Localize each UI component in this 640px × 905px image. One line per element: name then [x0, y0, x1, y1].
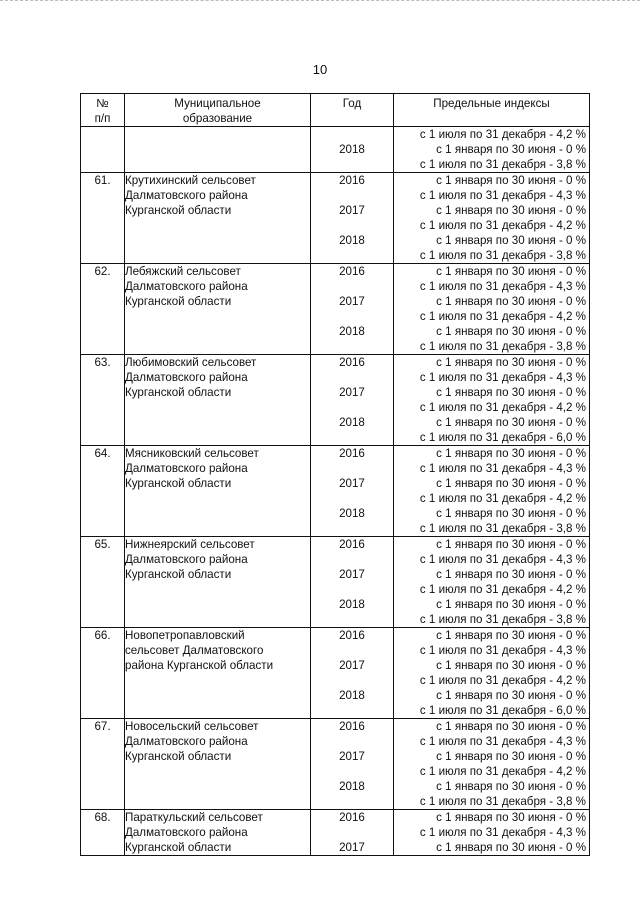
- year-value: 2018: [339, 234, 365, 247]
- year-value: [311, 127, 393, 142]
- municipality-name-line: Далматовского района: [125, 553, 248, 566]
- municipality-name-line: Далматовского района: [125, 735, 248, 748]
- municipality-name-line: Лебяжский сельсовет: [125, 265, 241, 278]
- year-value: [311, 188, 393, 203]
- row-number: 64.: [81, 446, 125, 537]
- municipality-cell: [125, 719, 311, 810]
- municipality-name-line: района Курганской области: [125, 659, 274, 672]
- year-cell: [311, 446, 394, 537]
- index-line: с 1 января по 30 июня - 0 %: [436, 780, 586, 793]
- year-value: 2017: [339, 295, 365, 308]
- table-row: [81, 537, 590, 628]
- table-row: [81, 446, 590, 537]
- municipality-name-line: [125, 157, 310, 172]
- index-line: с 1 июля по 31 декабря - 4,2 %: [419, 674, 586, 687]
- municipality-name-line: Курганской области: [125, 204, 232, 217]
- municipality-name-line: Курганской области: [125, 386, 232, 399]
- year-value: 2017: [339, 477, 365, 490]
- row-number: 63.: [81, 355, 125, 446]
- index-line: с 1 июля по 31 декабря - 4,2 %: [419, 128, 586, 141]
- year-value: [311, 370, 393, 385]
- index-line: с 1 января по 30 июня - 0 %: [436, 325, 586, 338]
- index-line: с 1 июля по 31 декабря - 4,3 %: [419, 462, 586, 475]
- index-line: с 1 июля по 31 декабря - 4,3 %: [419, 826, 586, 839]
- header-number-line2: п/п: [94, 112, 111, 125]
- municipality-name-line: [125, 127, 310, 142]
- scan-edge: [0, 0, 640, 15]
- year-value: 2017: [339, 750, 365, 763]
- index-line: с 1 января по 30 июня - 0 %: [436, 265, 586, 278]
- page-number: 10: [312, 62, 328, 77]
- indices-cell: [394, 446, 590, 537]
- table-row: [81, 127, 590, 173]
- header-number-line1: №: [96, 97, 109, 110]
- index-line: с 1 января по 30 июня - 0 %: [436, 416, 586, 429]
- year-value: 2018: [339, 325, 365, 338]
- index-line: с 1 июля по 31 декабря - 3,8 %: [419, 249, 586, 262]
- municipality-name-line: Крутихинский сельсовет: [125, 174, 256, 187]
- index-line: с 1 января по 30 июня - 0 %: [436, 295, 586, 308]
- municipality-name-line: Мясниковский сельсовет: [125, 447, 259, 460]
- index-line: с 1 января по 30 июня - 0 %: [436, 598, 586, 611]
- year-value: 2018: [339, 143, 365, 156]
- year-cell: [311, 537, 394, 628]
- index-line: с 1 июля по 31 декабря - 3,8 %: [419, 613, 586, 626]
- index-line: с 1 июля по 31 декабря - 4,3 %: [419, 280, 586, 293]
- year-cell: [311, 264, 394, 355]
- row-number: 61.: [81, 173, 125, 264]
- municipality-cell: [125, 127, 311, 173]
- table-row: [81, 355, 590, 446]
- municipality-name-line: Далматовского района: [125, 371, 248, 384]
- index-line: с 1 июля по 31 декабря - 4,3 %: [419, 644, 586, 657]
- index-line: с 1 июля по 31 декабря - 6,0 %: [419, 431, 586, 444]
- row-number: 68.: [81, 810, 125, 856]
- row-number: 66.: [81, 628, 125, 719]
- year-value: 2018: [339, 689, 365, 702]
- municipality-cell: [125, 355, 311, 446]
- municipality-name-line: Далматовского района: [125, 280, 248, 293]
- index-line: с 1 июля по 31 декабря - 4,2 %: [419, 765, 586, 778]
- index-line: с 1 января по 30 июня - 0 %: [436, 568, 586, 581]
- municipality-cell: [125, 628, 311, 719]
- indices-cell: [394, 628, 590, 719]
- year-value: 2016: [339, 174, 365, 187]
- year-cell: [311, 127, 394, 173]
- year-value: 2018: [339, 507, 365, 520]
- year-value: 2016: [339, 265, 365, 278]
- index-line: с 1 июля по 31 декабря - 3,8 %: [419, 158, 586, 171]
- year-value: [311, 309, 393, 324]
- year-value: [311, 521, 393, 536]
- year-value: 2017: [339, 568, 365, 581]
- municipality-cell: [125, 264, 311, 355]
- year-value: [311, 461, 393, 476]
- indices-cell: [394, 810, 590, 856]
- index-line: с 1 января по 30 июня - 0 %: [436, 629, 586, 642]
- municipality-name-line: Курганской области: [125, 477, 232, 490]
- index-line: с 1 июля по 31 декабря - 4,3 %: [419, 189, 586, 202]
- index-line: с 1 января по 30 июня - 0 %: [436, 689, 586, 702]
- year-value: 2018: [339, 780, 365, 793]
- index-line: с 1 января по 30 июня - 0 %: [436, 507, 586, 520]
- municipality-name-line: Далматовского района: [125, 826, 248, 839]
- municipality-cell: [125, 810, 311, 856]
- index-line: с 1 января по 30 июня - 0 %: [436, 659, 586, 672]
- year-value: 2016: [339, 538, 365, 551]
- indices-cell: [394, 537, 590, 628]
- table-row: [81, 264, 590, 355]
- index-line: с 1 июля по 31 декабря - 4,3 %: [419, 371, 586, 384]
- header-municipality-line2: образование: [182, 112, 253, 125]
- year-value: [311, 491, 393, 506]
- year-value: 2016: [339, 629, 365, 642]
- index-line: с 1 июля по 31 декабря - 4,2 %: [419, 310, 586, 323]
- index-line: с 1 января по 30 июня - 0 %: [436, 720, 586, 733]
- table-header-row: [81, 94, 590, 127]
- header-year: Год: [311, 94, 394, 127]
- municipality-name-line: Новосельский сельсовет: [125, 720, 259, 733]
- year-value: [311, 764, 393, 779]
- year-value: 2017: [339, 204, 365, 217]
- year-value: [311, 703, 393, 718]
- index-line: с 1 января по 30 июня - 0 %: [436, 174, 586, 187]
- index-line: с 1 июля по 31 декабря - 3,8 %: [419, 522, 586, 535]
- header-municipality: [125, 94, 311, 127]
- index-line: с 1 июля по 31 декабря - 4,3 %: [419, 553, 586, 566]
- year-value: [311, 612, 393, 627]
- index-line: с 1 июля по 31 декабря - 4,2 %: [419, 219, 586, 232]
- municipality-cell: [125, 173, 311, 264]
- indices-cell: [394, 173, 590, 264]
- index-line: с 1 июля по 31 декабря - 4,2 %: [419, 492, 586, 505]
- indices-table: [80, 93, 590, 856]
- index-line: с 1 января по 30 июня - 0 %: [436, 841, 586, 854]
- indices-cell: [394, 127, 590, 173]
- year-cell: [311, 173, 394, 264]
- index-line: с 1 января по 30 июня - 0 %: [436, 477, 586, 490]
- year-value: [311, 339, 393, 354]
- header-municipality-line1: Муниципальное: [174, 97, 261, 110]
- row-number: 65.: [81, 537, 125, 628]
- indices-cell: [394, 719, 590, 810]
- year-value: [311, 248, 393, 263]
- year-value: 2018: [339, 598, 365, 611]
- year-value: [311, 794, 393, 809]
- index-line: с 1 января по 30 июня - 0 %: [436, 750, 586, 763]
- index-line: с 1 января по 30 июня - 0 %: [436, 143, 586, 156]
- year-value: [311, 643, 393, 658]
- index-line: с 1 июля по 31 декабря - 6,0 %: [419, 704, 586, 717]
- year-value: [311, 400, 393, 415]
- year-cell: [311, 628, 394, 719]
- indices-cell: [394, 264, 590, 355]
- index-line: с 1 июля по 31 декабря - 4,2 %: [419, 401, 586, 414]
- row-number: 62.: [81, 264, 125, 355]
- municipality-name-line: Курганской области: [125, 568, 232, 581]
- index-line: с 1 января по 30 июня - 0 %: [436, 234, 586, 247]
- municipality-name-line: Далматовского района: [125, 462, 248, 475]
- municipality-name-line: Курганской области: [125, 841, 232, 854]
- municipality-name-line: Далматовского района: [125, 189, 248, 202]
- table-body: [81, 127, 590, 856]
- year-value: [311, 825, 393, 840]
- index-line: с 1 января по 30 июня - 0 %: [436, 386, 586, 399]
- row-number: [81, 127, 125, 173]
- municipality-name-line: сельсовет Далматовского: [125, 644, 264, 657]
- table-row: [81, 810, 590, 856]
- index-line: с 1 января по 30 июня - 0 %: [436, 356, 586, 369]
- municipality-name-line: Любимовский сельсовет: [125, 356, 257, 369]
- index-line: с 1 июля по 31 декабря - 3,8 %: [419, 795, 586, 808]
- header-indices: Предельные индексы: [394, 94, 590, 127]
- index-line: с 1 июля по 31 декабря - 3,8 %: [419, 340, 586, 353]
- municipality-cell: [125, 537, 311, 628]
- municipality-name-line: Курганской области: [125, 750, 232, 763]
- year-value: [311, 430, 393, 445]
- municipality-name-line: Нижнеярский сельсовет: [125, 538, 255, 551]
- municipality-cell: [125, 446, 311, 537]
- year-value: [311, 279, 393, 294]
- year-cell: [311, 355, 394, 446]
- year-value: 2016: [339, 811, 365, 824]
- year-value: [311, 673, 393, 688]
- municipality-name-line: Курганской области: [125, 295, 232, 308]
- header-number: [81, 94, 125, 127]
- year-value: 2018: [339, 416, 365, 429]
- table-row: [81, 173, 590, 264]
- year-value: [311, 582, 393, 597]
- year-value: [311, 552, 393, 567]
- index-line: с 1 января по 30 июня - 0 %: [436, 447, 586, 460]
- year-cell: [311, 719, 394, 810]
- year-value: 2016: [339, 356, 365, 369]
- year-value: 2017: [339, 659, 365, 672]
- municipality-name-line: [125, 142, 310, 157]
- index-line: с 1 января по 30 июня - 0 %: [436, 204, 586, 217]
- year-value: 2017: [339, 386, 365, 399]
- year-value: [311, 734, 393, 749]
- index-line: с 1 июля по 31 декабря - 4,2 %: [419, 583, 586, 596]
- year-value: [311, 218, 393, 233]
- row-number: 67.: [81, 719, 125, 810]
- year-value: 2016: [339, 720, 365, 733]
- year-value: [311, 157, 393, 172]
- table-row: [81, 719, 590, 810]
- index-line: с 1 января по 30 июня - 0 %: [436, 538, 586, 551]
- indices-cell: [394, 355, 590, 446]
- index-line: с 1 января по 30 июня - 0 %: [436, 811, 586, 824]
- municipality-name-line: Параткульский сельсовет: [125, 811, 263, 824]
- year-value: 2017: [339, 841, 365, 854]
- table-row: [81, 628, 590, 719]
- year-value: 2016: [339, 447, 365, 460]
- index-line: с 1 июля по 31 декабря - 4,3 %: [419, 735, 586, 748]
- year-cell: [311, 810, 394, 856]
- municipality-name-line: Новопетропавловский: [125, 629, 245, 642]
